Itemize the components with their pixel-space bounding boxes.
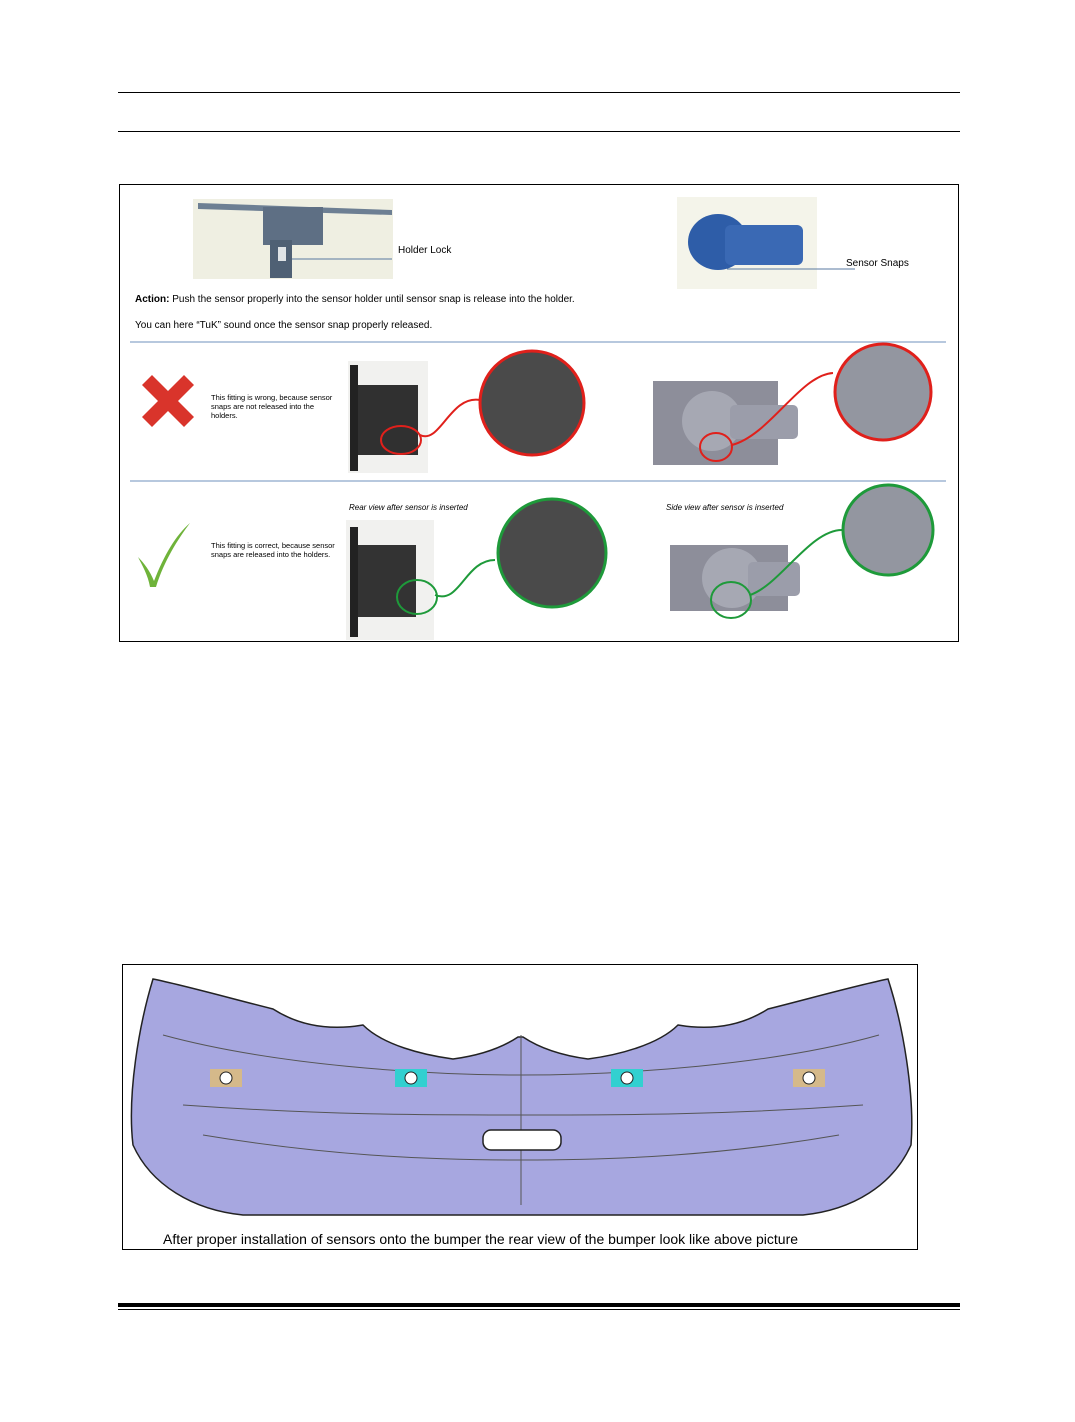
sensor-marker-left-inner [395,1069,427,1087]
sensor-photo [677,197,855,289]
bumper-illustration [123,965,918,1250]
wrong-fitting-text: This fitting is wrong, because sensor snaps are not released into the holders. [211,393,333,420]
sensor-snaps-label: Sensor Snaps [846,258,909,269]
correct-check-icon [138,523,190,587]
sensor-marker-left-outer [210,1069,242,1087]
wrong-rear-photo [348,351,584,473]
correct-rear-photo [346,499,606,640]
sensor-fitting-figure [119,184,959,642]
correct-fitting-text: This fitting is correct, because sensor snaps are released into the holders. [211,541,335,559]
action-description: Push the sensor properly into the sensor holder until sensor snap is release into the holder. [169,294,575,305]
holder-lock-label: Holder Lock [398,245,452,256]
header-rule-top [118,92,960,93]
action-text [135,294,575,305]
bumper-caption: After proper installation of sensors onto the bumper the rear view of the bumper look like above picture [163,1231,799,1247]
rear-view-caption: Rear view after sensor is inserted [349,503,468,512]
wrong-side-photo [653,344,931,465]
sound-text: You can here “TuK” sound once the sensor snap properly released. [135,320,433,331]
footer-rule-thick [118,1303,960,1307]
tow-hook-opening [483,1130,561,1150]
bumper-figure [122,964,918,1250]
holder-photo [193,199,393,279]
action-label: Action: [135,294,170,305]
sensor-marker-right-outer [793,1069,825,1087]
sensor-marker-right-inner [611,1069,643,1087]
header-rule-bottom [118,131,960,132]
bumper-body [131,979,911,1215]
wrong-cross-icon [142,375,194,427]
side-view-caption: Side view after sensor is inserted [666,503,784,512]
footer-rule-thin [118,1309,960,1310]
